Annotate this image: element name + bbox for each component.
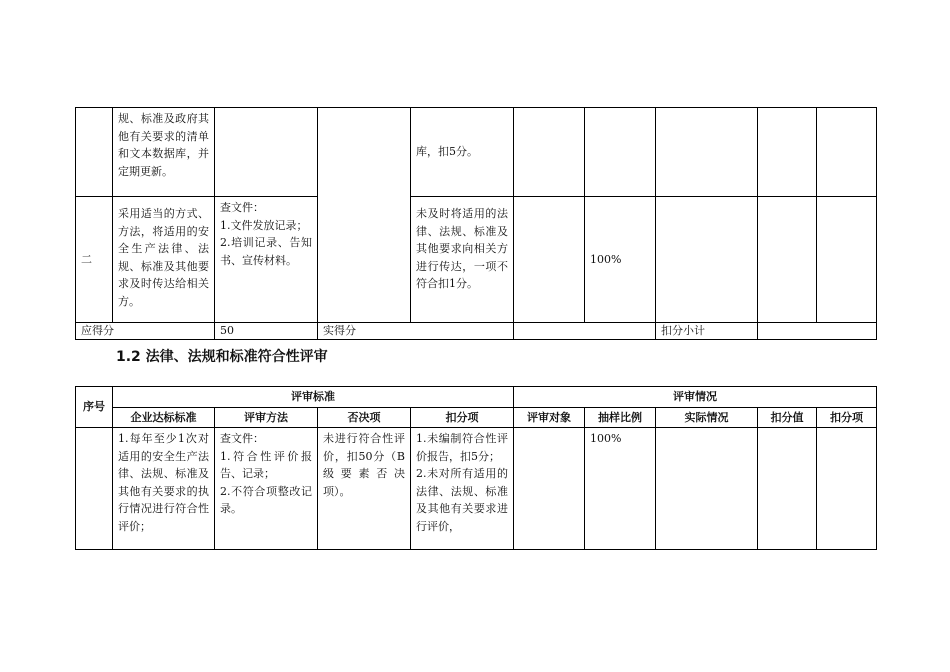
actual-cell: [656, 428, 758, 550]
summary-row: [76, 323, 877, 340]
method-header: 评审方法: [215, 407, 318, 428]
items-cell: [817, 108, 877, 197]
seq-cell: [76, 428, 113, 550]
points-cell: [758, 108, 817, 197]
seq-cell: 二: [76, 197, 113, 323]
seq-header: 序号: [76, 387, 113, 428]
veto-cell: 未进行符合性评价，扣50分（B级要素否决项）。: [318, 428, 411, 550]
subheader-row: [76, 407, 877, 428]
object-cell: [514, 108, 585, 197]
veto-cell: [318, 108, 411, 323]
table-row: [76, 197, 877, 323]
score-label: 应得分: [76, 323, 215, 340]
standard-cell: 1.每年至少1次对适用的安全生产法律、法规、标准及其他有关要求的执行情况进行符合性评价；: [113, 428, 215, 550]
deduct-subtotal-value: [758, 323, 877, 340]
deduct-subtotal-label: 扣分小计: [656, 323, 758, 340]
actual-cell: [656, 108, 758, 197]
score-value: 50: [215, 323, 318, 340]
deduction-cell: 未及时将适用的法律、法规、标准及其他要求向相关方进行传达，一项不符合扣1分。: [411, 197, 514, 323]
deduction-cell: 库，扣5分。: [411, 108, 514, 197]
ratio-header: 抽样比例: [585, 407, 656, 428]
points-cell: [758, 428, 817, 550]
deduction-cell: 1.未编制符合性评价报告，扣5分； 2.未对所有适用的法律、法规、标准及其他有关要求进行评价，: [411, 428, 514, 550]
actual-score-label: 实得分: [318, 323, 514, 340]
actual-score-value: [514, 323, 656, 340]
actual-cell: [656, 197, 758, 323]
object-cell: [514, 197, 585, 323]
method-cell: 查文件： 1.符合性评价报告、记录； 2.不符合项整改记录。: [215, 428, 318, 550]
scoring-table-continued: [75, 107, 877, 340]
actual-header: 实际情况: [656, 407, 758, 428]
requirement-cell: 采用适当的方式、方法，将适用的安全生产法律、法规、标准及其他要求及时传达给相关方。: [113, 197, 215, 323]
standard-header: 企业达标标准: [113, 407, 215, 428]
veto-header: 否决项: [318, 407, 411, 428]
section-heading: 1.2 法律、法规和标准符合性评审: [116, 349, 328, 365]
method-cell: [215, 108, 318, 197]
items-cell: [817, 197, 877, 323]
table-row: [76, 428, 877, 550]
seq-cell: [76, 108, 113, 197]
ratio-cell: 100%: [585, 428, 656, 550]
object-header: 评审对象: [514, 407, 585, 428]
review-header: 评审情况: [514, 387, 877, 408]
scoring-table: [75, 386, 877, 550]
header-row: [76, 387, 877, 408]
table-row: [76, 108, 877, 197]
object-cell: [514, 428, 585, 550]
points-cell: [758, 197, 817, 323]
method-cell: 查文件： 1.文件发放记录； 2.培训记录、告知书、宣传材料。: [215, 197, 318, 323]
items-header: 扣分项: [817, 407, 877, 428]
ratio-cell: [585, 108, 656, 197]
ratio-cell: 100%: [585, 197, 656, 323]
requirement-cell: 规、标准及政府其他有关要求的清单和文本数据库，并定期更新。: [113, 108, 215, 197]
items-cell: [817, 428, 877, 550]
criteria-header: 评审标准: [113, 387, 514, 408]
points-header: 扣分值: [758, 407, 817, 428]
deduction-header: 扣分项: [411, 407, 514, 428]
